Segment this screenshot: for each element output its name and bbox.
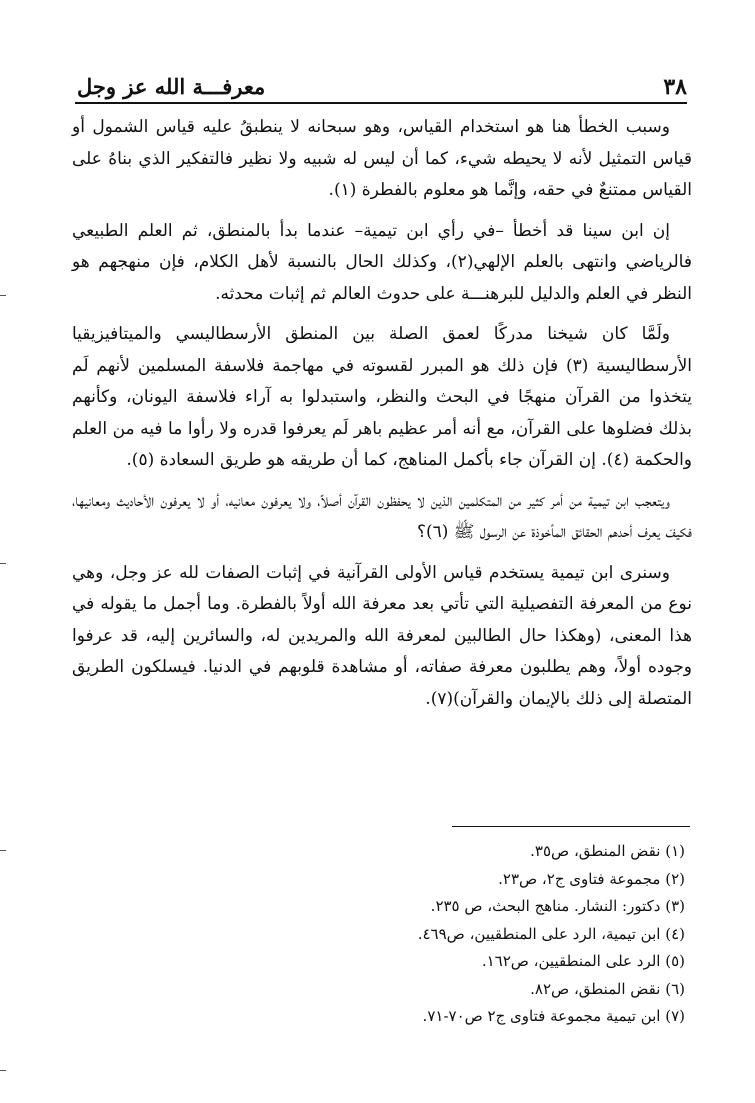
footnote: (٧) ابن تيمية مجموعة فتاوى ج٢ ص٧٠-٧١. xyxy=(422,1007,685,1025)
footnote: (٢) مجموعة فتاوى ج٢، ص٢٣. xyxy=(498,869,685,888)
scan-margin-mark xyxy=(0,563,6,564)
running-title: معرفـــة الله عز وجل xyxy=(77,74,266,99)
paragraph xyxy=(72,216,692,311)
footnote: (٤) ابن تيمية، الرد على المنطقيين، ص٤٦٩. xyxy=(417,924,685,943)
main-text xyxy=(72,112,692,715)
page-number: ٣٨ xyxy=(663,74,687,100)
scan-margin-mark xyxy=(0,850,6,851)
paragraph xyxy=(72,558,692,716)
footnote: (٥) الرد على المنطقيين، ص١٦٢. xyxy=(481,952,685,970)
paragraph-text: وسنرى ابن تيمية يستخدم قياس الأولى القرآنية في إثبات الصفات لله عز وجل، وهي نوع من المعرفة التفصيلية التي تأتي بعد معرفة الله أولاً بالفطرة. وما أجمل ما يقوله في هذا المعنى، (وهكذا حال الطالبين لمعرفة الله والمريدين له، والسائرين إليه، قد عرفوا وجوده أولاً، وهم يطلبون معرفة صفاته، أو مشاهدة قلوبهم في الدنيا. فيسلكون الطريق المتصلة إلى ذلك بالإيمان والقرآن)(٧). xyxy=(72,562,692,709)
paragraph xyxy=(72,112,692,207)
paragraph-text: ولَمَّا كان شيخنا مدركًا لعمق الصلة بين المنطق الأرسطاليسي والميتافيزيقيا الأرسطاليسية (٣) فإن ذلك هو المبرر لقسوته في مهاجمة فلاسفة المسلمين لأنهم لَم يتخذوا من القرآن منهجًا في البحث والنظر، واستبدلوا به آراء فلاسفة اليونان، وكأنهم بذلك فضلوها على القرآن، مع أنه أمر عظيم باهر لَم يعرفوا قدره ولا رأوا ما فيه من العلم والحكمة (٤). إن القرآن جاء بأكمل المناهج، كما أن طريقه هو طريق السعادة (٥). xyxy=(72,324,692,470)
footnote-separator xyxy=(452,826,690,827)
scan-margin-mark xyxy=(0,1070,6,1071)
footnote: (١) نقض المنطق، ص٣٥. xyxy=(530,842,685,860)
paragraph xyxy=(72,319,692,477)
footnote: (٦) نقض المنطق، ص٨٢. xyxy=(530,979,685,998)
footnotes-list xyxy=(300,838,685,1031)
running-header xyxy=(75,72,687,104)
paragraph-text: إن ابن سينا قد أخطأ –في رأي ابن تيمية– عندما بدأ بالمنطق، ثم العلم الطبيعي فالرياضي وانتهى بالعلم الإلهي(٢)، وكذلك الحال بالنسبة لأهل الكلام، فإن منهجهم هو النظر في العلم والدليل للبرهنـــة على حدوث العالم ثم إثبات محدثه. xyxy=(72,220,692,304)
footnote: (٣) دكتور: النشار. مناهج البحث، ص ٢٣٥. xyxy=(430,897,685,915)
paragraph-text: وسبب الخطأ هنا هو استخدام القياس، وهو سبحانه لا ينطبقُ عليه قياس الشمول أو قياس التمثيل لأنه لا يحيطه شيء، كما أن ليس له شبيه ولا نظير فالتفكير الذي بناهُ على القياس ممتنعٌ في حقه، وإنَّما هو معلوم بالفطرة (١). xyxy=(72,117,692,200)
paragraph-text: ويتعجب ابن تيمية من أمر كثير من المتكلمين الذين لا يحفظون القرآن أصلاً، ولا يعرفون معانيه، أو لا يعرفون الأحاديث ومعانيها، فكيفَ يعرف أحدهم الحقائق المأخوذة عن الرسول ﷺ (٦)؟ xyxy=(72,490,692,542)
scan-margin-mark xyxy=(0,295,6,296)
header-rule xyxy=(75,102,687,104)
paragraph xyxy=(72,486,692,549)
